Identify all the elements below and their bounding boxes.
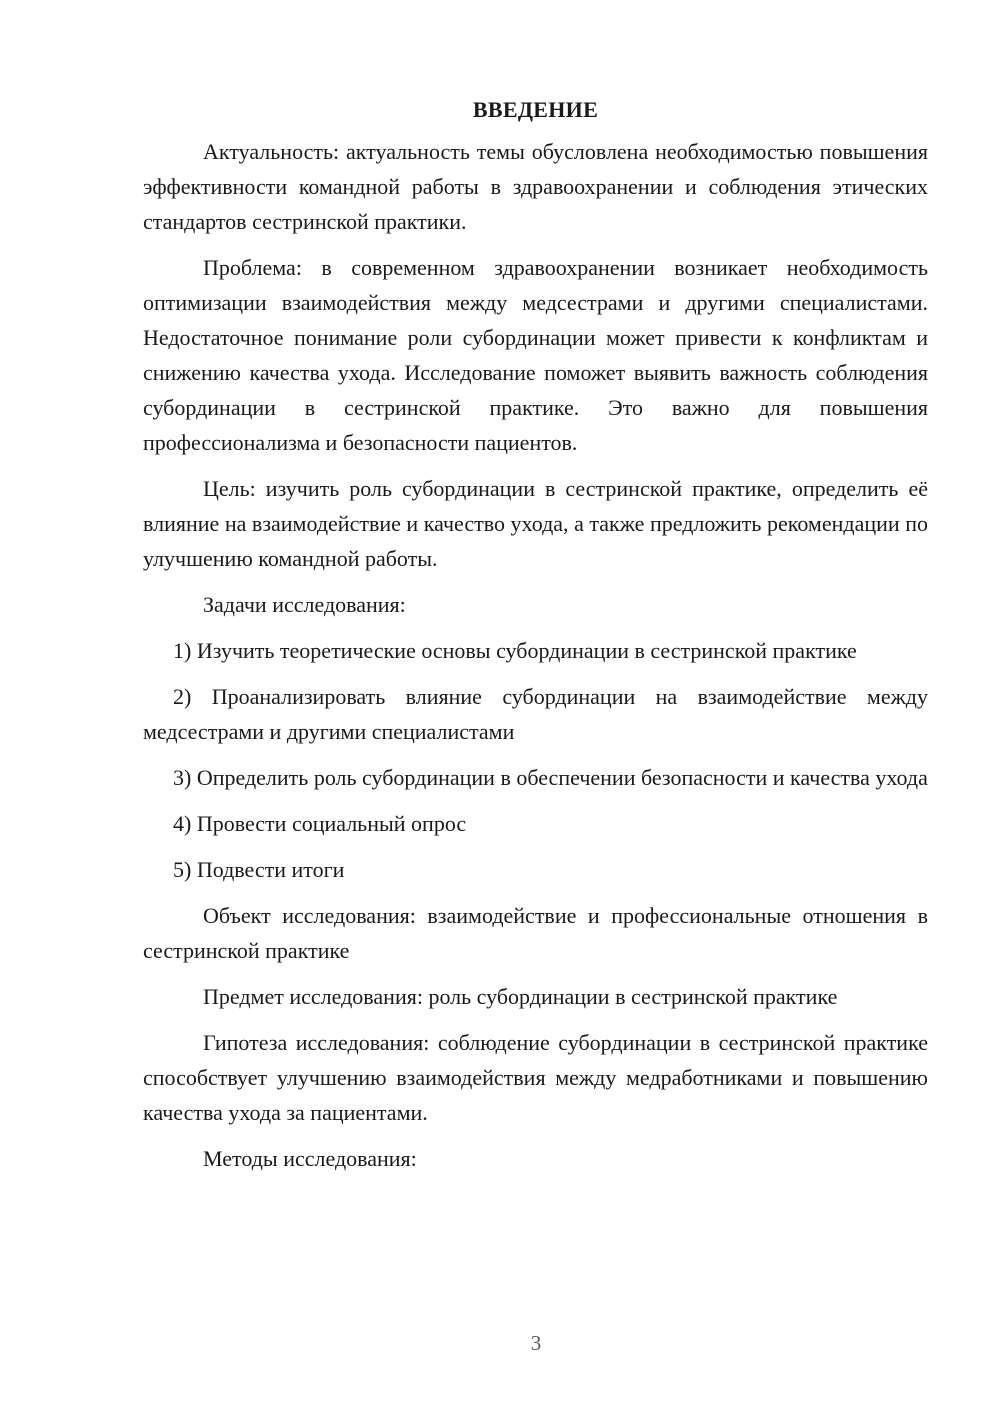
task-item: 3) Определить роль субординации в обеспечении безопасности и качества ухода bbox=[173, 765, 928, 790]
problem-paragraph: Проблема: в современном здравоохранении возникает необходимость оптимизации взаимодействия между медсестрами и другими специалистами. Недостаточное понимание роли субординации может привести к конфликтам и снижению качества ухода. Исследование поможет выявить важность соблюдения субординации в сестринской практике. Это важно для повышения профессионализма и безопасности пациентов. bbox=[143, 255, 928, 455]
subject-paragraph: Предмет исследования: роль субординации в сестринской практике bbox=[203, 984, 838, 1009]
page-number: 3 bbox=[530, 1331, 542, 1355]
methods-paragraph: Методы исследования: bbox=[203, 1146, 417, 1171]
goal-paragraph: Цель: изучить роль субординации в сестринской практике, определить её влияние на взаимодействие и качество ухода, а также предложить рекомендации по улучшению командной работы. bbox=[143, 476, 928, 571]
task-item: 5) Подвести итоги bbox=[173, 857, 345, 882]
object-paragraph: Объект исследования: взаимодействие и профессиональные отношения в сестринской практике bbox=[143, 903, 928, 963]
task-item: 1) Изучить теоретические основы субординации в сестринской практике bbox=[173, 638, 857, 663]
task-item: 2) Проанализировать влияние субординации на взаимодействие между медсестрами и другими специалистами bbox=[143, 684, 928, 744]
task-item: 4) Провести социальный опрос bbox=[173, 811, 467, 836]
section-heading: ВВЕДЕНИЕ bbox=[472, 97, 599, 122]
page-content bbox=[143, 92, 928, 1187]
tasks-intro: Задачи исследования: bbox=[203, 592, 406, 617]
hypothesis-paragraph: Гипотеза исследования: соблюдение субординации в сестринской практике способствует улучшению взаимодействия между медработниками и повышению качества ухода за пациентами. bbox=[143, 1030, 928, 1125]
relevance-paragraph: Актуальность: актуальность темы обусловлена необходимостью повышения эффективности командной работы в здравоохранении и соблюдения этических стандартов сестринской практики. bbox=[143, 139, 928, 234]
